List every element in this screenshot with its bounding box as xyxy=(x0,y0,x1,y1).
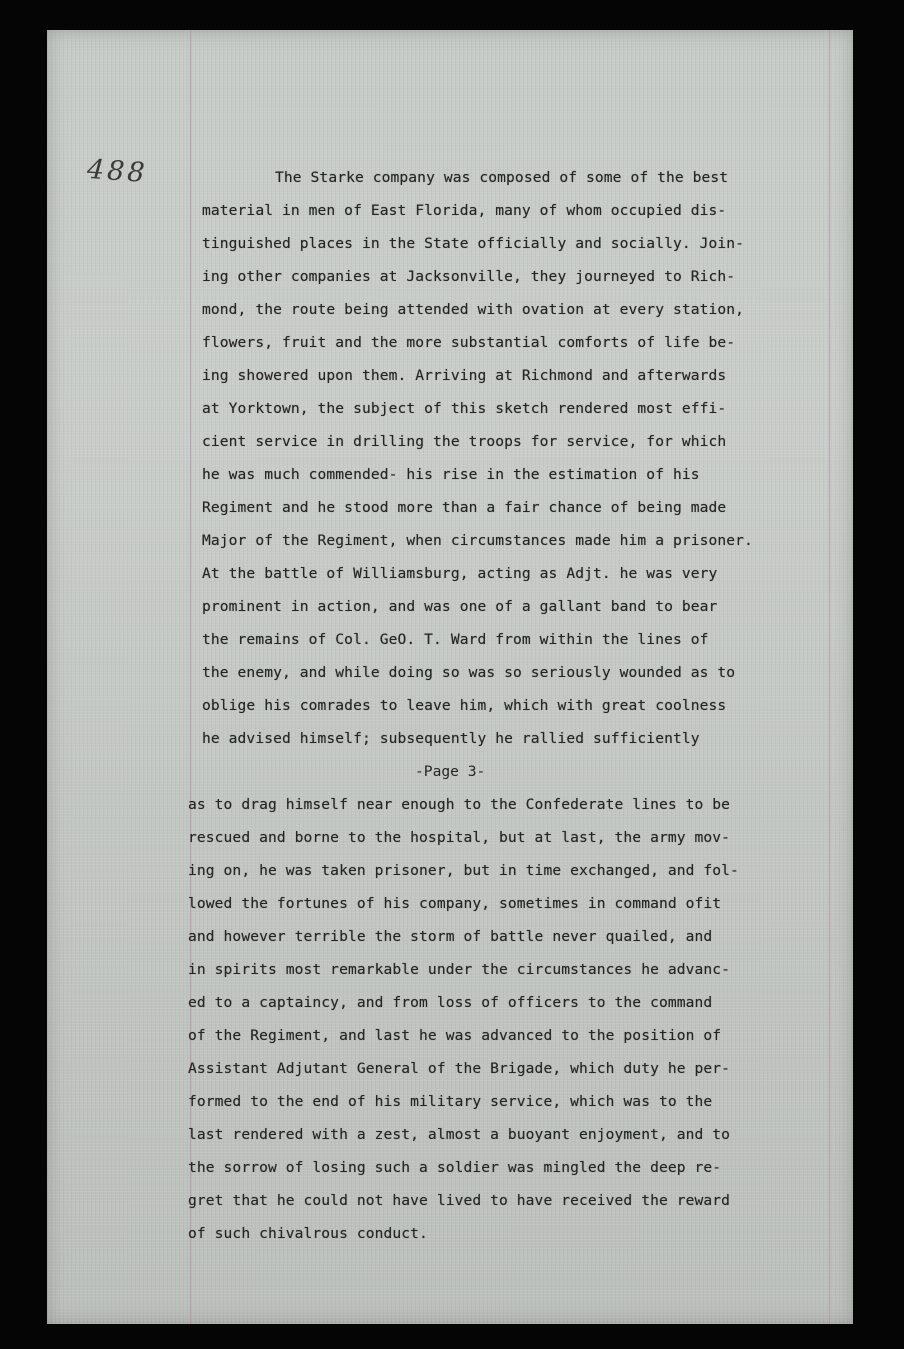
text-line: ing showered upon them. Arriving at Richmond and afterwards xyxy=(202,367,727,384)
text-line: he was much commended- his rise in the estimation of his xyxy=(202,466,700,483)
text-line: and however terrible the storm of battle never quailed, and xyxy=(188,928,713,945)
text-line: formed to the end of his military service, which was to the xyxy=(188,1093,713,1110)
text-line: Major of the Regiment, when circumstances made him a prisoner. xyxy=(202,532,753,549)
text-line: the sorrow of losing such a soldier was mingled the deep re- xyxy=(188,1159,722,1176)
text-line: The Starke company was composed of some of the best xyxy=(275,169,729,186)
typed-page xyxy=(47,30,853,1324)
text-line: the remains of Col. GeO. T. Ward from within the lines of xyxy=(202,631,709,648)
handwritten-page-number: 488 xyxy=(85,153,149,190)
text-line: last rendered with a zest, almost a buoyant enjoyment, and to xyxy=(188,1126,731,1143)
text-line: mond, the route being attended with ovation at every station, xyxy=(202,301,745,318)
text-line: flowers, fruit and the more substantial comforts of life be- xyxy=(202,334,736,351)
page-marker: -Page 3- xyxy=(415,763,486,780)
text-line: rescued and borne to the hospital, but at last, the army mov- xyxy=(188,829,731,846)
text-line: prominent in action, and was one of a gallant band to bear xyxy=(202,598,718,615)
text-line: ed to a captaincy, and from loss of officers to the command xyxy=(188,994,713,1011)
text-line: tinguished places in the State officially and socially. Join- xyxy=(202,235,745,252)
text-line: of such chivalrous conduct. xyxy=(188,1225,428,1242)
text-line: at Yorktown, the subject of this sketch rendered most effi- xyxy=(202,400,727,417)
text-line: lowed the fortunes of his company, sometimes in command ofit xyxy=(188,895,722,912)
text-line: oblige his comrades to leave him, which with great coolness xyxy=(202,697,727,714)
text-line: in spirits most remarkable under the circumstances he advanc- xyxy=(188,961,731,978)
text-line: the enemy, and while doing so was so seriously wounded as to xyxy=(202,664,736,681)
text-line: ing on, he was taken prisoner, but in time exchanged, and fol- xyxy=(188,862,739,879)
text-line: material in men of East Florida, many of whom occupied dis- xyxy=(202,202,727,219)
text-line: as to drag himself near enough to the Confederate lines to be xyxy=(188,796,731,813)
text-line: cient service in drilling the troops for service, for which xyxy=(202,433,727,450)
text-line: ing other companies at Jacksonville, they journeyed to Rich- xyxy=(202,268,736,285)
right-margin-rule xyxy=(829,30,830,1324)
text-line: Assistant Adjutant General of the Brigade, which duty he per- xyxy=(188,1060,731,1077)
text-line: he advised himself; subsequently he rallied sufficiently xyxy=(202,730,700,747)
text-line: gret that he could not have lived to have received the reward xyxy=(188,1192,731,1209)
text-line: Regiment and he stood more than a fair chance of being made xyxy=(202,499,727,516)
text-line: of the Regiment, and last he was advanced to the position of xyxy=(188,1027,722,1044)
text-line: At the battle of Williamsburg, acting as Adjt. he was very xyxy=(202,565,718,582)
